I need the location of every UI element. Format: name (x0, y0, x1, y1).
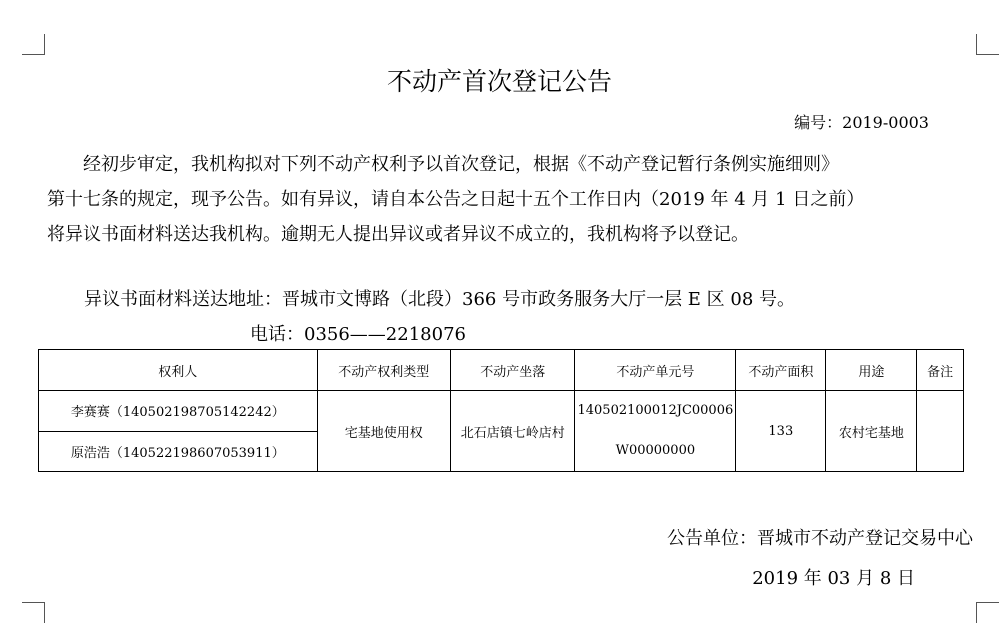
body-line-3: 将异议书面材料送达我机构。逾期无人提出异议或者异议不成立的，我机构将予以登记。 (47, 224, 749, 245)
owner-cell-1: 李赛赛（140502198705142242） (39, 391, 318, 432)
body-line-2: 第十七条的规定，现予公告。如有异议，请自本公告之日起十五个工作日内（2019 年 4 月 1 日之前） (47, 189, 865, 210)
document-number: 编号：2019-0003 (794, 113, 929, 132)
unit-number-line-1: 140502100012JC00006 (577, 403, 734, 418)
usage-cell: 农村宅基地 (826, 391, 917, 472)
header-location: 不动产坐落 (450, 350, 575, 391)
header-usage: 用途 (826, 350, 917, 391)
remark-cell (917, 391, 964, 472)
crop-mark-top-left (22, 34, 45, 55)
header-area: 不动产面积 (736, 350, 826, 391)
contact-phone: 电话：0356——2218076 (250, 324, 466, 345)
owner-cell-2: 原浩浩（140522198607053911） (39, 431, 318, 472)
right-type-cell: 宅基地使用权 (317, 391, 450, 472)
crop-mark-top-right (976, 34, 999, 55)
crop-mark-bottom-left (22, 602, 45, 623)
crop-mark-bottom-right (976, 602, 999, 623)
table-header-row (39, 350, 964, 391)
objection-address: 异议书面材料送达地址：晋城市文博路（北段）366 号市政务服务大厅一层 E 区 08 号。 (84, 289, 796, 310)
registration-table (38, 349, 964, 472)
header-right-type: 不动产权利类型 (317, 350, 450, 391)
location-cell: 北石店镇七岭店村 (450, 391, 575, 472)
table-row (39, 391, 964, 432)
unit-number-line-2: W00000000 (615, 443, 696, 458)
header-unit-number: 不动产单元号 (575, 350, 736, 391)
header-owner: 权利人 (39, 350, 318, 391)
header-remark: 备注 (917, 350, 964, 391)
body-line-1: 经初步审定，我机构拟对下列不动产权利予以首次登记，根据《不动产登记暂行条例实施细则》 (47, 154, 839, 175)
area-cell: 133 (736, 391, 826, 472)
unit-number-cell (575, 391, 736, 472)
issuing-organization: 公告单位：晋城市不动产登记交易中心 (667, 528, 973, 549)
page-title: 不动产首次登记公告 (386, 67, 612, 96)
notice-body (47, 147, 972, 252)
issue-date: 2019 年 03 月 8 日 (752, 568, 915, 589)
